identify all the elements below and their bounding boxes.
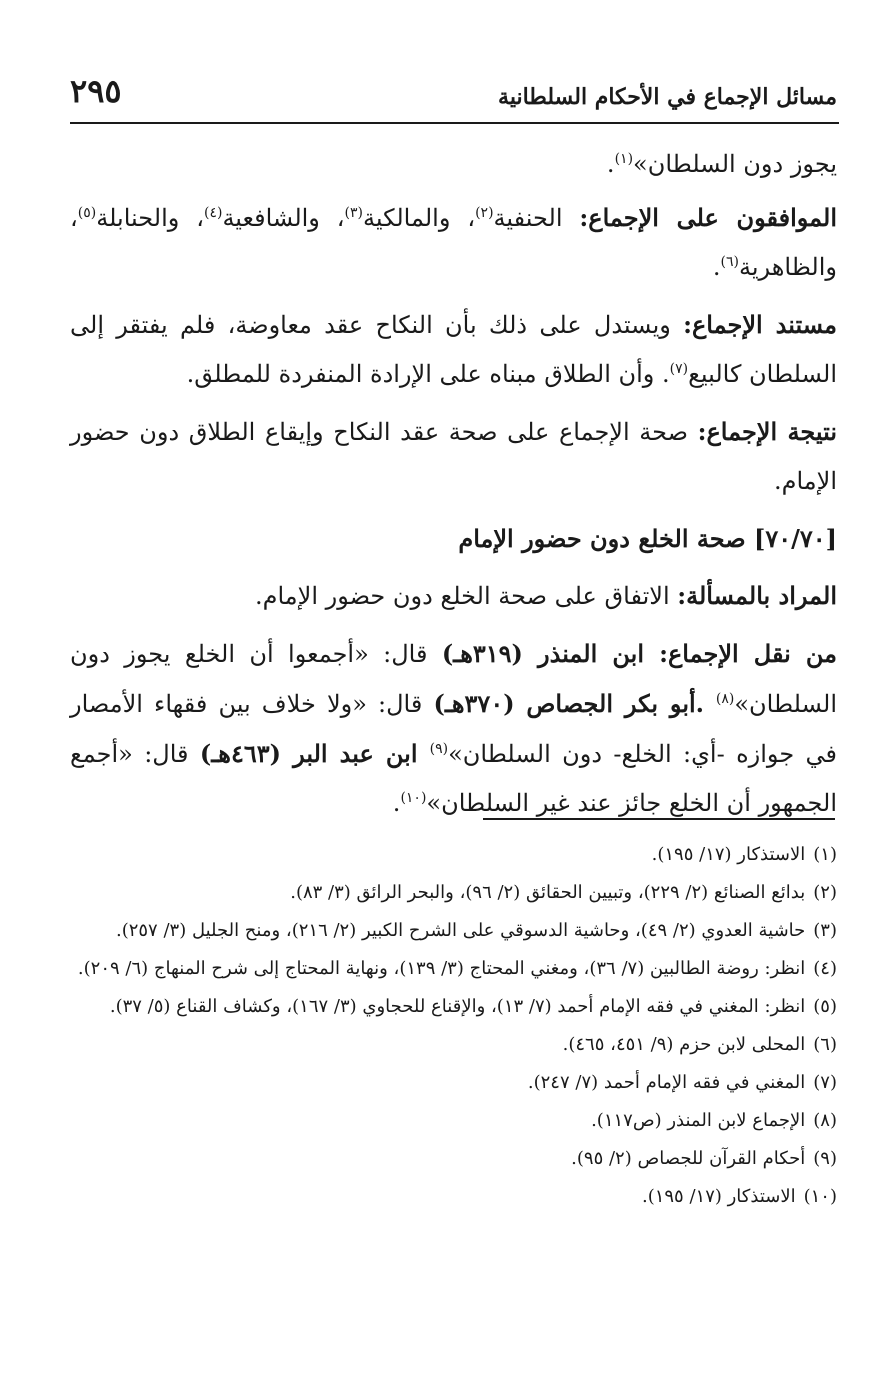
text: . [606,150,615,178]
text: . وأن الطلاق مبناه على الإرادة المنفردة للمطلق. [186,360,670,388]
footnote-text: بدائع الصنائع (٢/ ٢٢٩)، وتبيين الحقائق (٢/ ٩٦)، والبحر الرائق (٣/ ٨٣). [290,882,806,903]
scholar-name: .أبو بكر الجصاص (٣٧٠هـ) [433,689,716,718]
footnote-ref: (٣) [344,205,363,221]
footnote [70,1142,837,1176]
text: . [392,789,401,817]
footnote-text: الاستذكار (١٧/ ١٩٥). [641,1186,796,1207]
footnote-number: (٢) [813,882,837,903]
scholar-name: ابن عبد البر (٤٦٣هـ) [199,739,430,768]
footnote [70,1180,837,1214]
main-text [70,140,837,836]
footnote-number: (٨) [813,1110,837,1131]
text: ، والظاهرية [70,204,837,281]
label-transmitters: من نقل الإجماع: [659,639,838,668]
footnote [70,914,837,948]
footnote-ref: (٤) [203,205,223,221]
footnote-text: انظر: روضة الطالبين (٧/ ٣٦)، ومغني المحتاج (٣/ ١٣٩)، ونهاية المحتاج إلى شرح المنهاج (٦/ ٢٠٩). [77,958,806,979]
text: قال: «ولا خلاف بين فقهاء الأمصار في جوازه -أي: الخلع- دون السلطان» [70,690,837,768]
footnote-number: (٩) [813,1148,837,1169]
footnote [70,952,837,986]
paragraph-agreers [70,193,837,292]
text: ، والشافعية [222,204,345,232]
paragraph-meaning [70,571,837,621]
text: الاتفاق على صحة الخلع دون حضور الإمام. [254,582,678,610]
text: قال: «أجمع الجمهور أن الخلع جائز عند غير السلطان» [70,740,837,817]
footnote [70,1104,837,1138]
header-rule [70,122,839,124]
footnote-text: الاستذكار (١٧/ ١٩٥). [651,844,806,865]
text: قال: «أجمعوا أن الخلع يجوز دون السلطان» [70,640,838,718]
footnote-ref: (٨) [715,691,735,707]
paragraph-transmitters [70,629,837,828]
footnote-text: حاشية العدوي (٢/ ٤٩)، وحاشية الدسوقي على الشرح الكبير (٢/ ٢١٦)، ومنح الجليل (٣/ ٢٥٧). [115,920,806,941]
running-title: مسائل الإجماع في الأحكام السلطانية [498,84,837,110]
section-heading: [٧٠/٧٠] صحة الخلع دون حضور الإمام [458,524,837,553]
footnote-text: أحكام القرآن للجصاص (٢/ ٩٥). [571,1148,806,1169]
footnote-number: (١) [813,844,837,865]
footnote-ref: (١٠) [400,790,427,806]
label-basis: مستند الإجماع: [683,310,837,339]
footnote-separator [483,818,835,820]
footnote-ref: (٧) [669,361,689,377]
footnote-ref: (٦) [720,254,739,270]
footnote-ref: (١) [614,151,634,167]
text: . [712,253,721,281]
paragraph-basis [70,300,837,399]
footnote [70,876,837,910]
footnote-number: (٤) [813,958,837,979]
paragraph-continuation [70,140,837,189]
text: ويستدل على ذلك بأن النكاح عقد معاوضة، فلم يفتقر إلى السلطان كالبيع [70,311,837,388]
label-meaning: المراد بالمسألة: [677,581,837,610]
text: صحة الإجماع على صحة عقد النكاح وإيقاع الطلاق دون حضور الإمام. [70,418,837,495]
footnote-text: المغني في فقه الإمام أحمد (٧/ ٢٤٧). [527,1072,806,1093]
page-number: ٢٩٥ [70,72,122,110]
footnote-number: (٥) [813,996,837,1017]
footnote-number: (٧) [813,1072,837,1093]
page-header [70,72,837,122]
footnote-text: انظر: المغني في فقه الإمام أحمد (٧/ ١٣)، والإقناع للحجاوي (٣/ ١٦٧)، وكشاف القناع (٥/ ٣٧). [109,996,806,1017]
label-agreers: الموافقون على الإجماع: [579,203,838,232]
footnote [70,1028,837,1062]
footnote-text: الإجماع لابن المنذر (ص١١٧). [591,1110,806,1131]
footnote [70,1066,837,1100]
text: ، والحنابلة [96,204,204,232]
footnote-number: (٣) [813,920,837,941]
footnote-ref: (٢) [475,205,494,221]
label-result: نتيجة الإجماع: [697,417,837,446]
footnotes [70,838,837,1218]
footnote-number: (١٠) [803,1186,837,1207]
paragraph-result [70,407,837,506]
footnote-text: المحلى لابن حزم (٩/ ٤٥١، ٤٦٥). [562,1034,806,1055]
footnote [70,990,837,1024]
footnote-ref: (٩) [429,741,449,757]
text: الحنفية [493,204,580,232]
footnote-ref: (٥) [77,205,97,221]
footnote [70,838,837,872]
footnote-number: (٦) [813,1034,837,1055]
text: ، والمالكية [363,204,476,232]
scholar-name: ابن المنذر (٣١٩هـ) [441,639,660,668]
text: يجوز دون السلطان» [633,150,837,178]
